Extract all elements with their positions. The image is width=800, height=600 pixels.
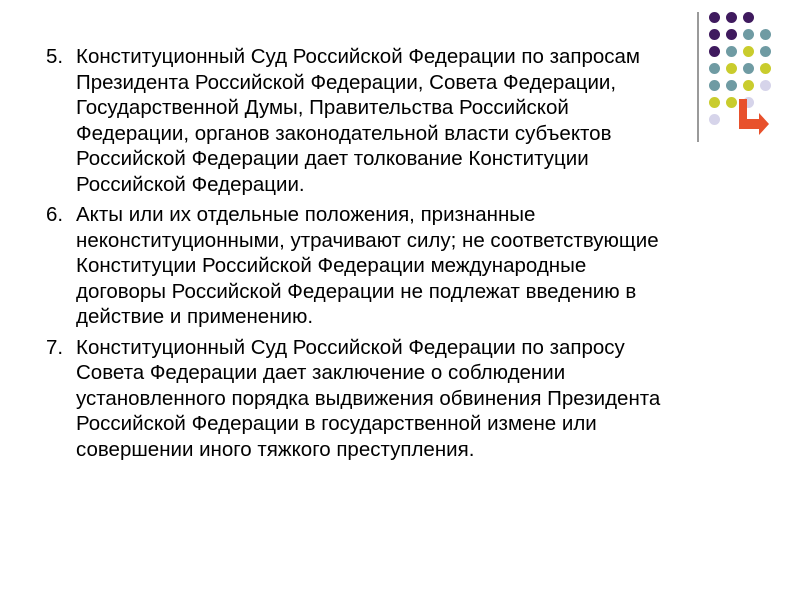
list-item-text: Конституционный Суд Российской Федерации по запросам Президента Российской Федерации, Совета Федерации, Государственной Думы, Правительства Российской Федерации, органов законодательной власти субъектов Российской Федерации дает толкование Конституции Российской Федерации. bbox=[76, 45, 641, 196]
decor-dot bbox=[709, 80, 720, 91]
decor-dot bbox=[760, 46, 771, 57]
decor-dot bbox=[726, 63, 737, 74]
decor-dot bbox=[743, 46, 754, 57]
decor-dot bbox=[760, 29, 771, 40]
decor-dot bbox=[743, 12, 754, 23]
curved-arrow-icon bbox=[735, 95, 771, 137]
decor-dot bbox=[760, 63, 771, 74]
decor-divider-line bbox=[697, 12, 699, 142]
decor-dot bbox=[709, 63, 720, 74]
list-item bbox=[46, 44, 666, 197]
list-item-text: Конституционный Суд Российской Федерации по запросу Совета Федерации дает заключение о соблюдении установленного порядка выдвижения обвинения Президента Российской Федерации в государственной измене или совершении иного тяжкого преступления. bbox=[76, 335, 661, 461]
decor-dot bbox=[743, 63, 754, 74]
decor-dot bbox=[743, 29, 754, 40]
decor-dot bbox=[726, 12, 737, 23]
list-item bbox=[46, 335, 666, 463]
decor-dot bbox=[709, 12, 720, 23]
list-item-number: 7. bbox=[46, 335, 64, 359]
decor-dot bbox=[709, 29, 720, 40]
decor-dot bbox=[709, 97, 720, 108]
decor-dot bbox=[726, 29, 737, 40]
decor-dot bbox=[726, 80, 737, 91]
decor-dot bbox=[726, 46, 737, 57]
list-item-number: 6. bbox=[46, 203, 64, 226]
decor-dot bbox=[709, 46, 720, 57]
decor-dot bbox=[760, 12, 771, 23]
decor-dot bbox=[760, 80, 771, 91]
decor-dot bbox=[709, 114, 720, 125]
list-item-number: 5. bbox=[46, 45, 64, 68]
slide-content bbox=[46, 44, 666, 467]
list-item-text: Акты или их отдельные положения, признанные неконституционными, утрачивают силу; не соответствующие Конституции Российской Федерации международные договоры Российской Федерации не подлежат введению в действие и применению. bbox=[76, 203, 659, 328]
list-item bbox=[46, 202, 666, 330]
decor-dot bbox=[743, 80, 754, 91]
